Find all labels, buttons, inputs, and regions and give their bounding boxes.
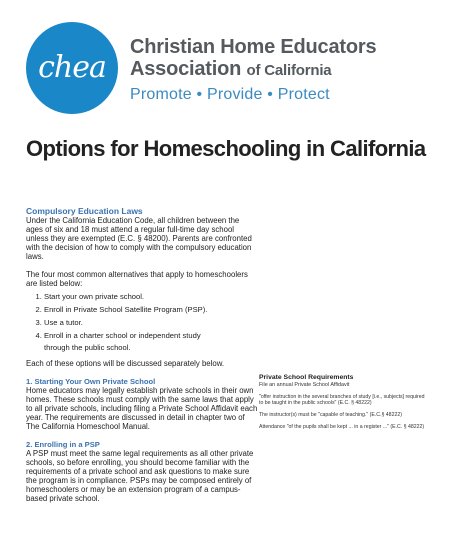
section1-heading: 1. Starting Your Own Private School xyxy=(26,377,156,386)
org-name-line1: Christian Home Educators xyxy=(130,36,377,58)
alternatives-list xyxy=(26,292,258,352)
main-column xyxy=(26,206,258,503)
sidebar-item: "offer instruction in the several branches of study [i.e., subjects] required to be taught in the public schools" (E.C. § 48222) xyxy=(259,394,425,406)
compulsory-heading: Compulsory Education Laws xyxy=(26,206,143,216)
tagline: Promote • Provide • Protect xyxy=(130,86,330,103)
alternatives-outro: Each of these options will be discussed separately below. xyxy=(26,359,225,368)
list-item: 1. Start your own private school. xyxy=(44,292,258,301)
list-item: 2. Enroll in Private School Satellite Program (PSP). xyxy=(44,305,258,314)
sidebar-item: Attendance "of the pupils shall be kept ... in a register ..." (E.C. § 48222) xyxy=(259,424,425,430)
chea-logo xyxy=(26,22,118,114)
sidebar-subheading: File an annual Private School Affidavit xyxy=(259,382,350,388)
compulsory-body: Under the California Education Code, all children between the ages of six and 18 must attend a regular full-time day school unless they are exempted (E.C. § 48200). Parents are confronted with the decision of how to comply with the compulsory education laws. xyxy=(26,216,252,261)
page-title: Options for Homeschooling in California xyxy=(26,136,426,161)
org-name-line2 xyxy=(130,58,331,82)
sidebar-item: The instructor(s) must be "capable of teaching." (E.C.§ 48222) xyxy=(259,412,402,418)
requirements-sidebar xyxy=(259,374,429,436)
section2-body: A PSP must meet the same legal requirements as all other private schools, so before enrolling, you should become familiar with the requirements of a private school and ask questions to make sure the program is in compliance. PSPs may be composed entirely of homeschoolers or may be an extension program of a campus-based private school. xyxy=(26,449,254,503)
list-item: 3. Use a tutor. xyxy=(44,318,258,327)
alternatives-intro: The four most common alternatives that apply to homeschoolers are listed below: xyxy=(26,270,248,288)
section1-body: Home educators may legally establish private schools in their own homes. These schools must comply with the same laws that apply to all private schools, including filing a Private School Affidavit each year. The requirements are discussed in detail in chapter two of The California Homeschool Manual. xyxy=(26,386,258,431)
sidebar-heading: Private School Requirements xyxy=(259,374,354,381)
org-name-association: Association xyxy=(130,58,242,80)
section2-heading: 2. Enrolling in a PSP xyxy=(26,440,100,449)
org-name-of-california: of California xyxy=(246,62,332,79)
list-item: 4. Enroll in a charter school or independent study through the public school. xyxy=(44,331,258,352)
logo-mark-text: chea xyxy=(38,50,106,85)
list-item-continuation: through the public school. xyxy=(44,343,131,352)
